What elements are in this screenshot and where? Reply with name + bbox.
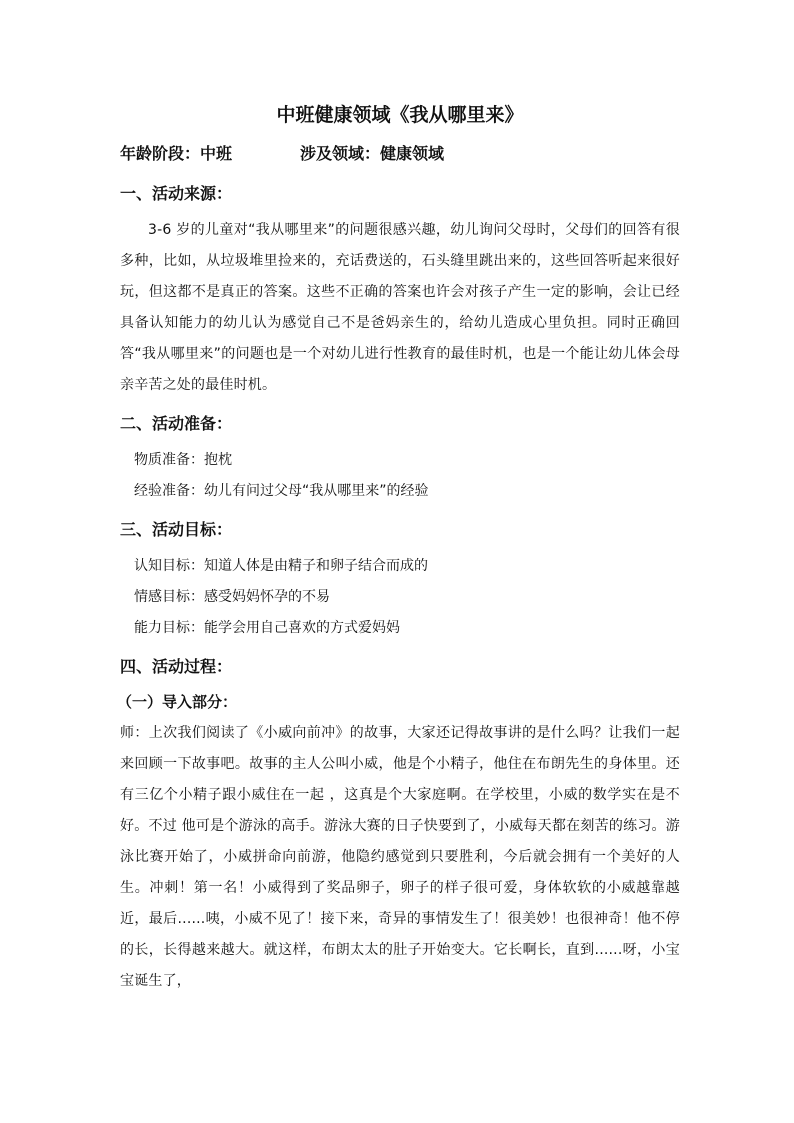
document-content <box>117 101 680 997</box>
goal-item-ability: 能力目标：能学会用自己喜欢的方式爱妈妈 <box>134 620 400 636</box>
document-title: 中班健康领域《我从哪里来》 <box>276 104 524 126</box>
goals-list <box>120 551 680 644</box>
goal-item-emotional: 情感目标：感受妈妈怀孕的不易 <box>134 589 330 605</box>
section-text-intro: 师：上次我们阅读了《小威向前冲》的故事，大家还记得故事讲的是什么吗？让我们一起来回顾一下故事吧。故事的主人公叫小威，他是个小精子，他住在布朗先生的身体里。还有三亿个小精子跟小威住在一起 ，这真是个大家庭啊。在学校里，小威的数学实在是不好。不过 他可是个游泳的高手。游泳大赛的日子快要到了，小威每天都在刻苦的练习。游泳比赛开始了，小威拼命向前游，他隐约感觉到只要胜利，今后就会拥有一个美好的人生。冲刺！第一名！小威得到了奖品卵子，卵子的样子很可爱，身体软软的小威越靠越近，最后......咦，小威不见了！接下来，奇异的事情发生了！很美妙！也很神奇！他不停的长，长得越来越大。就这样，布朗太太的肚子开始变大。它长啊长，直到......呀，小宝宝诞生了， <box>120 725 680 989</box>
section-heading-preparation: 二、活动准备： <box>120 414 233 433</box>
meta-line <box>120 141 680 167</box>
preparation-list <box>120 445 680 507</box>
section-heading-process: 四、活动过程： <box>120 657 233 676</box>
goal-item-cognitive: 认知目标：知道人体是由精子和卵子结合而成的 <box>134 558 428 574</box>
subject-domain: 涉及领域：健康领域 <box>300 144 445 163</box>
section-text-source: 3-6 岁的儿童对“我从哪里来”的问题很感兴趣，幼儿询问父母时，父母们的回答有很多种，比如，从垃圾堆里捡来的，充话费送的，石头缝里跳出来的，这些回答听起来很好玩，但这都不是真正的答案。这些不正确的答案也许会对孩子产生一定的影响，会让已经具备认知能力的幼儿认为感觉自己不是爸妈亲生的，给幼儿造成心里负担。同时正确回答“我从哪里来”的问题也是一个对幼儿进行性教育的最佳时机，也是一个能让幼儿体会母亲辛苦之处的最佳时机。 <box>120 222 680 393</box>
section-heading-goals: 三、活动目标： <box>120 520 233 539</box>
age-stage: 年龄阶段：中班 <box>120 144 233 163</box>
subsection-heading-intro: （一）导入部分： <box>117 693 238 711</box>
preparation-item-experience: 经验准备：幼儿有问过父母“我从哪里来”的经验 <box>134 483 429 499</box>
preparation-item-material: 物质准备：抱枕 <box>134 452 232 468</box>
section-heading-source: 一、活动来源： <box>120 184 233 203</box>
